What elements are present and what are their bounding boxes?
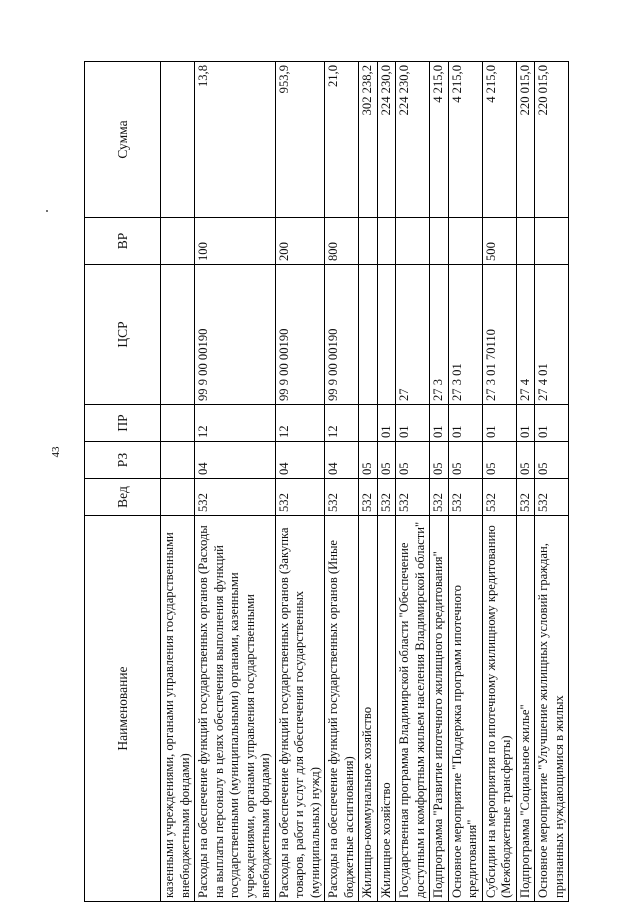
cell-ved: 532 (516, 479, 535, 516)
page-number: 43 (50, 446, 62, 458)
table-row (195, 62, 276, 902)
cell-vr (535, 218, 569, 265)
cell-csr: 27 3 (430, 265, 449, 405)
cell-pr: 01 (430, 405, 449, 442)
cell-vr (448, 218, 482, 265)
cell-vr: 200 (275, 218, 325, 265)
cell-sum: 953,9 (275, 62, 325, 218)
cell-rz: 05 (535, 442, 569, 479)
cell-ved: 532 (535, 479, 569, 516)
cell-sum: 4 215,0 (482, 62, 516, 218)
budget-table (84, 61, 569, 902)
table-row (325, 62, 359, 902)
cell-vr (359, 218, 378, 265)
cell-csr: 27 3 01 70110 (482, 265, 516, 405)
cell-csr (377, 265, 396, 405)
cell-name: Расходы на обеспечение функций государственных органов (Закупка товаров, работ и услуг для обеспечения государственных (муниципальных) нужд) (275, 516, 325, 902)
cell-name: Расходы на обеспечение функций государственных органов (Расходы на выплаты персоналу в целях обеспечения выполнения функций государственными (муниципальными) органами, казенными учреждениями, органами управления государственными внебюджетными фондами) (195, 516, 276, 902)
header-vr: ВР (85, 218, 161, 265)
cell-sum: 21,0 (325, 62, 359, 218)
header-ved: Вед (85, 479, 161, 516)
table-row (359, 62, 378, 902)
cell-name: Государственная программа Владимирской области "Обеспечение доступным и комфортным жильем населения Владимирской области" (396, 516, 430, 902)
cell-csr (359, 265, 378, 405)
cell-pr: 01 (377, 405, 396, 442)
cell-ved: 532 (482, 479, 516, 516)
cell-csr: 27 4 (516, 265, 535, 405)
cell-pr: 12 (275, 405, 325, 442)
cell-sum: 4 215,0 (430, 62, 449, 218)
cell-ved (161, 479, 195, 516)
cell-rz (161, 442, 195, 479)
cell-sum (161, 62, 195, 218)
header-csr: ЦСР (85, 265, 161, 405)
cell-csr: 27 4 01 (535, 265, 569, 405)
cell-rz: 05 (482, 442, 516, 479)
cell-ved: 532 (275, 479, 325, 516)
cell-name: Жилищно-коммунальное хозяйство (359, 516, 378, 902)
cell-pr: 12 (325, 405, 359, 442)
cell-name: казенными учреждениями, органами управления государственными внебюджетными фондами) (161, 516, 195, 902)
cell-rz: 05 (377, 442, 396, 479)
cell-rz: 05 (430, 442, 449, 479)
cell-ved: 532 (448, 479, 482, 516)
cell-pr: 01 (482, 405, 516, 442)
table-row (275, 62, 325, 902)
cell-name: Жилищное хозяйство (377, 516, 396, 902)
cell-pr: 01 (396, 405, 430, 442)
cell-name: Субсидии на мероприятия по ипотечному жилищному кредитованию (Межбюджетные трансферты) (482, 516, 516, 902)
cell-ved: 532 (377, 479, 396, 516)
cell-rz: 04 (275, 442, 325, 479)
cell-rz: 05 (516, 442, 535, 479)
cell-name: Подпрограмма "Развитие ипотечного жилищного кредитования" (430, 516, 449, 902)
header-pr: ПР (85, 405, 161, 442)
table-container (84, 62, 592, 902)
cell-sum: 13,8 (195, 62, 276, 218)
header-rz: РЗ (85, 442, 161, 479)
table-header-row (85, 62, 161, 902)
table-row (448, 62, 482, 902)
cell-csr: 99 9 00 00190 (195, 265, 276, 405)
cell-pr (161, 405, 195, 442)
cell-ved: 532 (195, 479, 276, 516)
cell-vr (516, 218, 535, 265)
cell-rz: 05 (359, 442, 378, 479)
cell-ved: 532 (430, 479, 449, 516)
table-row (535, 62, 569, 902)
cell-ved: 532 (359, 479, 378, 516)
cell-csr: 99 9 00 00190 (275, 265, 325, 405)
cell-pr: 12 (195, 405, 276, 442)
cell-sum: 220 015,0 (516, 62, 535, 218)
cell-vr (430, 218, 449, 265)
table-row (396, 62, 430, 902)
cell-pr: 01 (535, 405, 569, 442)
cell-name: Основное мероприятие "Поддержка программ ипотечного кредитования" (448, 516, 482, 902)
table-row (516, 62, 535, 902)
cell-name: Расходы на обеспечение функций государственных органов (Иные бюджетные ассигнования) (325, 516, 359, 902)
cell-csr: 99 9 00 00190 (325, 265, 359, 405)
cell-vr (161, 218, 195, 265)
table-body (161, 62, 569, 902)
table-row (482, 62, 516, 902)
cell-sum: 224 230,0 (396, 62, 430, 218)
cell-sum: 4 215,0 (448, 62, 482, 218)
cell-rz: 05 (396, 442, 430, 479)
cell-sum: 220 015,0 (535, 62, 569, 218)
scan-speck (46, 210, 48, 212)
cell-vr: 100 (195, 218, 276, 265)
cell-sum: 302 238,2 (359, 62, 378, 218)
cell-vr (377, 218, 396, 265)
cell-csr (161, 265, 195, 405)
cell-pr: 01 (448, 405, 482, 442)
cell-vr: 500 (482, 218, 516, 265)
cell-pr (359, 405, 378, 442)
cell-vr: 800 (325, 218, 359, 265)
cell-rz: 04 (195, 442, 276, 479)
table-row (377, 62, 396, 902)
cell-ved: 532 (396, 479, 430, 516)
cell-pr: 01 (516, 405, 535, 442)
header-name: Наименование (85, 516, 161, 902)
cell-rz: 04 (325, 442, 359, 479)
cell-name: Основное мероприятие "Улучшение жилищных условий граждан, признанных нуждающимися в жилых (535, 516, 569, 902)
cell-name: Подпрограмма "Социальное жилье" (516, 516, 535, 902)
cell-sum: 224 230,0 (377, 62, 396, 218)
cell-rz: 05 (448, 442, 482, 479)
cell-ved: 532 (325, 479, 359, 516)
table-row (161, 62, 195, 902)
cell-csr: 27 3 01 (448, 265, 482, 405)
header-sum: Сумма (85, 62, 161, 218)
cell-vr (396, 218, 430, 265)
table-row (430, 62, 449, 902)
rotated-table-frame (84, 62, 592, 902)
cell-csr: 27 (396, 265, 430, 405)
